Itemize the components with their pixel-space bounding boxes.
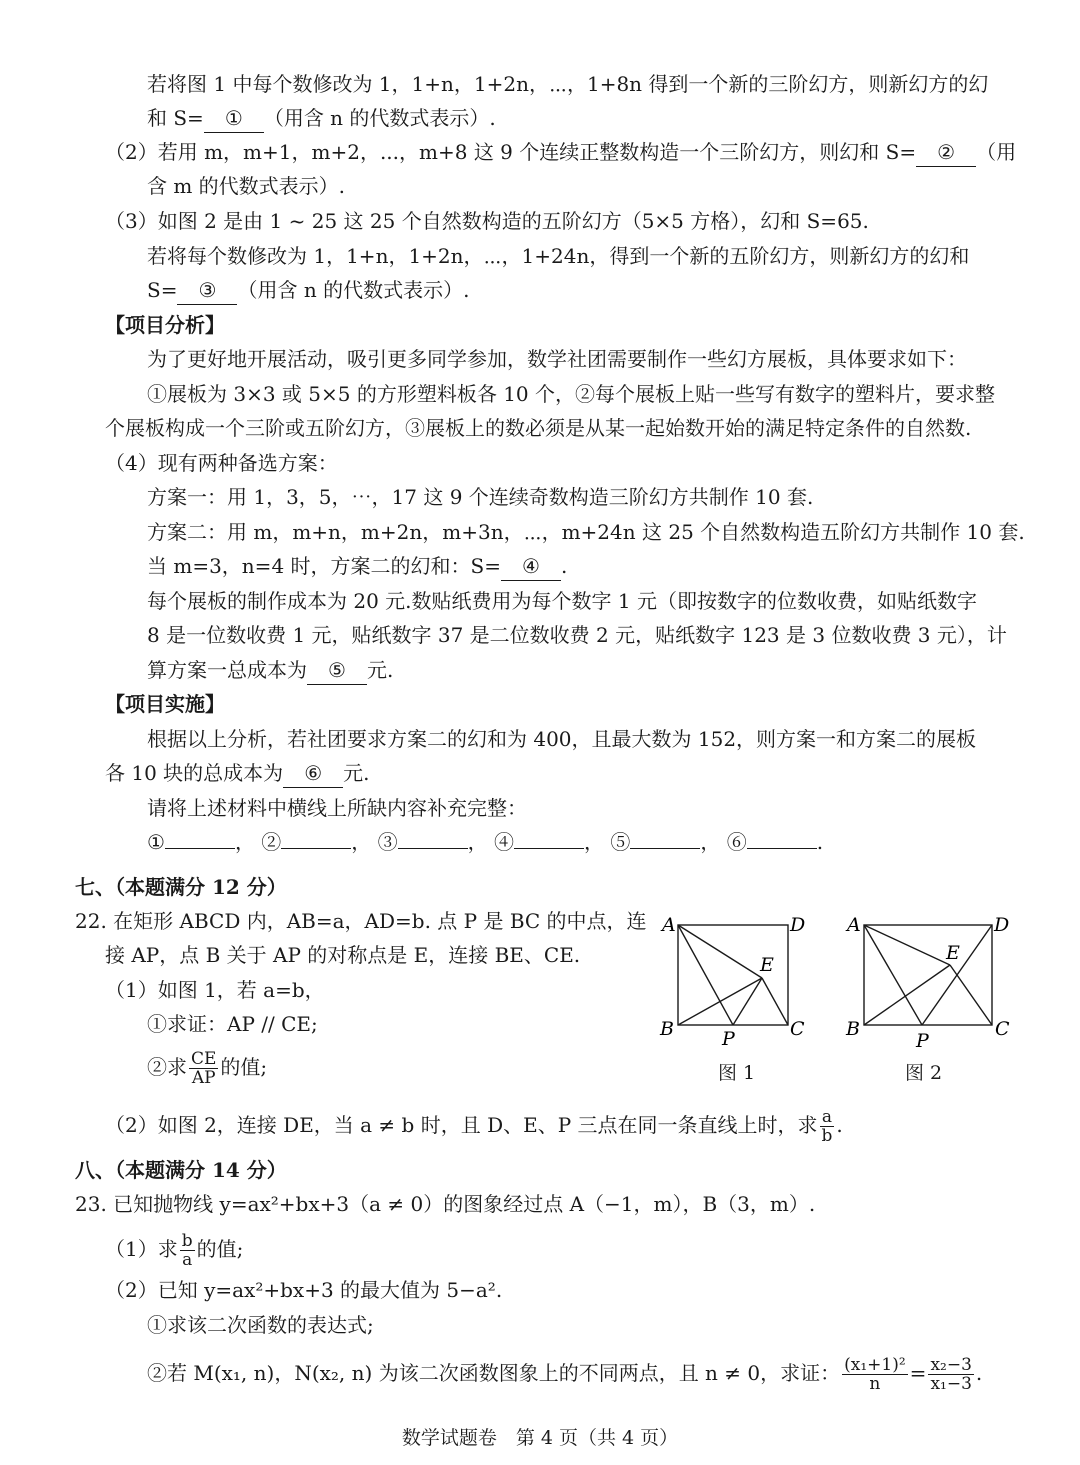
text-line: 23. 已知抛物线 y=ax²+bx+3（a ≠ 0）的图象经过点 A（−1，m），B（3，m）. — [75, 1192, 816, 1216]
text-line — [147, 104, 496, 133]
point-label-b: B — [660, 1018, 674, 1040]
answer-label: ④ — [494, 830, 515, 854]
segment-ap — [864, 925, 922, 1025]
fraction — [180, 1232, 195, 1269]
section-heading: 七、（本题满分 12 分） — [75, 875, 287, 899]
fraction — [189, 1050, 218, 1087]
text-fragment: . — [560, 554, 568, 578]
text-fragment: （2）如图 2，连接 DE，当 a ≠ b 时，且 D、E、P 三点在同一条直线上时，求 — [105, 1113, 818, 1137]
text-line — [105, 759, 370, 788]
text-line: 22. 在矩形 ABCD 内，AB=a，AD=b. 点 P 是 BC 的中点，连 — [75, 909, 647, 933]
fraction-denominator: a — [182, 1250, 193, 1270]
answer-fill-line — [281, 848, 351, 849]
text-line: 请将上述材料中横线上所缺内容补充完整： — [147, 796, 527, 820]
answer-blank-3: ③ — [177, 276, 237, 305]
segment-be — [678, 978, 762, 1025]
fraction — [842, 1356, 908, 1393]
answer-label: ① — [147, 830, 165, 854]
answer-label: ③ — [377, 830, 398, 854]
text-line: ①求该二次函数的表达式; — [147, 1313, 374, 1337]
text-line: 方案二：用 m，m+n，m+2n，m+3n，⋯，m+24n 这 25 个自然数构造五阶幻方共制作 10 套. — [147, 520, 1025, 544]
point-label-e: E — [760, 954, 774, 976]
text-fragment: . — [975, 1361, 983, 1385]
figure-1-caption: 图 1 — [718, 1062, 756, 1084]
point-label-a: A — [662, 914, 676, 936]
fraction-numerator: b — [181, 1231, 193, 1251]
text-line: 个展板构成一个三阶或五阶幻方，③展板上的数必须是从某一起始数开始的满足特定条件的自然数. — [105, 416, 972, 440]
point-label-b: B — [846, 1018, 860, 1040]
point-label-c: C — [790, 1018, 805, 1040]
answer-fill-line — [398, 848, 468, 849]
fraction-numerator: a — [821, 1107, 833, 1127]
text-line — [105, 1232, 243, 1269]
fraction-denominator: AP — [191, 1068, 216, 1088]
text-line: 含 m 的代数式表示）. — [147, 174, 346, 198]
text-line: （1）如图 1，若 a=b， — [105, 978, 325, 1002]
fraction-numerator: x₂−3 — [930, 1355, 972, 1375]
text-fragment: 的值; — [220, 1055, 268, 1079]
text-fragment: S= — [147, 278, 178, 302]
answer-fill-line — [514, 848, 584, 849]
text-line: 8 是一位数收费 1 元，贴纸数字 37 是二位数收费 2 元，贴纸数字 123 是 3 位数收费 3 元），计 — [147, 623, 1007, 647]
section-heading: 八、（本题满分 14 分） — [75, 1158, 287, 1182]
point-label-e: E — [946, 942, 960, 964]
text-line: 方案一：用 1，3，5，⋯，17 这 9 个连续奇数构造三阶幻方共制作 10 套. — [147, 485, 814, 509]
fraction — [928, 1356, 973, 1393]
fraction-denominator: n — [869, 1374, 881, 1394]
text-fragment: （用 — [976, 140, 1017, 164]
segment-ce — [950, 965, 992, 1025]
segment-be — [864, 965, 950, 1025]
figure-1-diagram — [650, 905, 820, 1055]
text-line — [105, 1108, 843, 1145]
segment-ae — [678, 925, 762, 978]
answer-label: ⑥ — [726, 830, 747, 854]
fraction — [820, 1108, 835, 1145]
page-footer: 数学试题卷 第 4 页（共 4 页） — [401, 1427, 679, 1449]
point-label-d: D — [790, 914, 806, 936]
answer-blank-1: ① — [204, 104, 264, 133]
answer-fill-line — [165, 848, 235, 849]
text-fragment: . — [836, 1113, 843, 1137]
segment-pe — [733, 978, 762, 1025]
text-fragment: 元. — [343, 761, 370, 785]
segment-ce — [762, 978, 788, 1025]
segment-ae — [864, 925, 950, 965]
text-line — [147, 656, 393, 685]
fraction-numerator: CE — [191, 1049, 217, 1069]
text-line — [147, 552, 567, 581]
section-heading: 【项目实施】 — [105, 692, 225, 716]
fraction-numerator: (x₁+1)² — [844, 1355, 906, 1375]
figure-2-diagram — [838, 905, 1018, 1055]
text-fragment: ②求 — [147, 1055, 187, 1079]
text-line: 为了更好地开展活动，吸引更多同学参加，数学社团需要制作一些幻方展板，具体要求如下： — [147, 347, 967, 371]
text-fragment: 元. — [367, 658, 394, 682]
text-fragment: ②若 M(x₁, n)，N(x₂, n) 为该二次函数图象上的不同两点，且 n ≠ 0，求证： — [147, 1361, 841, 1385]
section-heading: 【项目分析】 — [105, 313, 225, 337]
answer-blank-5: ⑤ — [307, 656, 367, 685]
point-label-d: D — [994, 914, 1010, 936]
text-line: 若将图 1 中每个数修改为 1，1+n，1+2n，⋯，1+8n 得到一个新的三阶幻方，则新幻方的幻 — [147, 72, 989, 96]
text-fragment: （用含 n 的代数式表示）. — [237, 278, 470, 302]
point-label-a: A — [847, 914, 861, 936]
answer-label: ⑤ — [610, 830, 631, 854]
answer-blank-6: ⑥ — [283, 759, 343, 788]
text-fragment: 当 m=3，n=4 时，方案二的幻和：S= — [147, 554, 501, 578]
fraction-denominator: x₁−3 — [930, 1374, 972, 1394]
text-line: （4）现有两种备选方案： — [105, 451, 338, 475]
figure-2-caption: 图 2 — [905, 1062, 943, 1084]
answer-blank-4: ④ — [501, 552, 561, 581]
answer-blank-2: ② — [916, 138, 976, 167]
text-fragment: 和 S= — [147, 106, 204, 130]
answer-label: ② — [261, 830, 282, 854]
text-line: ①求证：AP // CE; — [147, 1012, 318, 1036]
point-label-c: C — [995, 1018, 1010, 1040]
answer-fill-line — [630, 848, 700, 849]
text-fragment: 的值; — [196, 1237, 244, 1261]
text-line: 每个展板的制作成本为 20 元.数贴纸费用为每个数字 1 元（即按数字的位数收费，如贴纸数字 — [147, 589, 977, 613]
text-line: （3）如图 2 是由 1 ~ 25 这 25 个自然数构造的五阶幻方（5×5 方格），幻和 S=65. — [105, 209, 869, 233]
text-line — [147, 1050, 267, 1087]
answer-fill-line — [747, 848, 817, 849]
text-line — [147, 276, 469, 305]
text-fragment: 算方案一总成本为 — [147, 658, 307, 682]
text-fragment: 各 10 块的总成本为 — [105, 761, 284, 785]
equals-sign: = — [909, 1361, 927, 1385]
text-line — [105, 138, 1016, 167]
text-line: 接 AP，点 B 关于 AP 的对称点是 E，连接 BE、CE. — [105, 943, 581, 967]
point-label-p: P — [916, 1030, 929, 1052]
text-line — [147, 1356, 982, 1393]
point-label-p: P — [722, 1028, 735, 1050]
text-fragment: （用含 n 的代数式表示）. — [263, 106, 496, 130]
rectangle-abcd — [864, 925, 992, 1025]
text-line: ①展板为 3×3 或 5×5 的方形塑料板各 10 个，②每个展板上贴一些写有数字的塑料片，要求整 — [147, 382, 996, 406]
fraction-denominator: b — [821, 1126, 833, 1146]
text-line: 根据以上分析，若社团要求方案二的幻和为 400，且最大数为 152，则方案一和方案二的展板 — [147, 727, 977, 751]
text-fragment: （1）求 — [105, 1237, 178, 1261]
text-fragment: （2）若用 m，m+1，m+2，...，m+8 这 9 个连续正整数构造一个三阶幻方，则幻和 S= — [105, 140, 917, 164]
answer-row: ① ， ② ， ③ ， ④ ， ⑤ ， ⑥ . — [147, 830, 824, 854]
text-line: 若将每个数修改为 1，1+n，1+2n，⋯，1+24n，得到一个新的五阶幻方，则新幻方的幻和 — [147, 244, 970, 268]
text-line: （2）已知 y=ax²+bx+3 的最大值为 5−a². — [105, 1278, 503, 1302]
